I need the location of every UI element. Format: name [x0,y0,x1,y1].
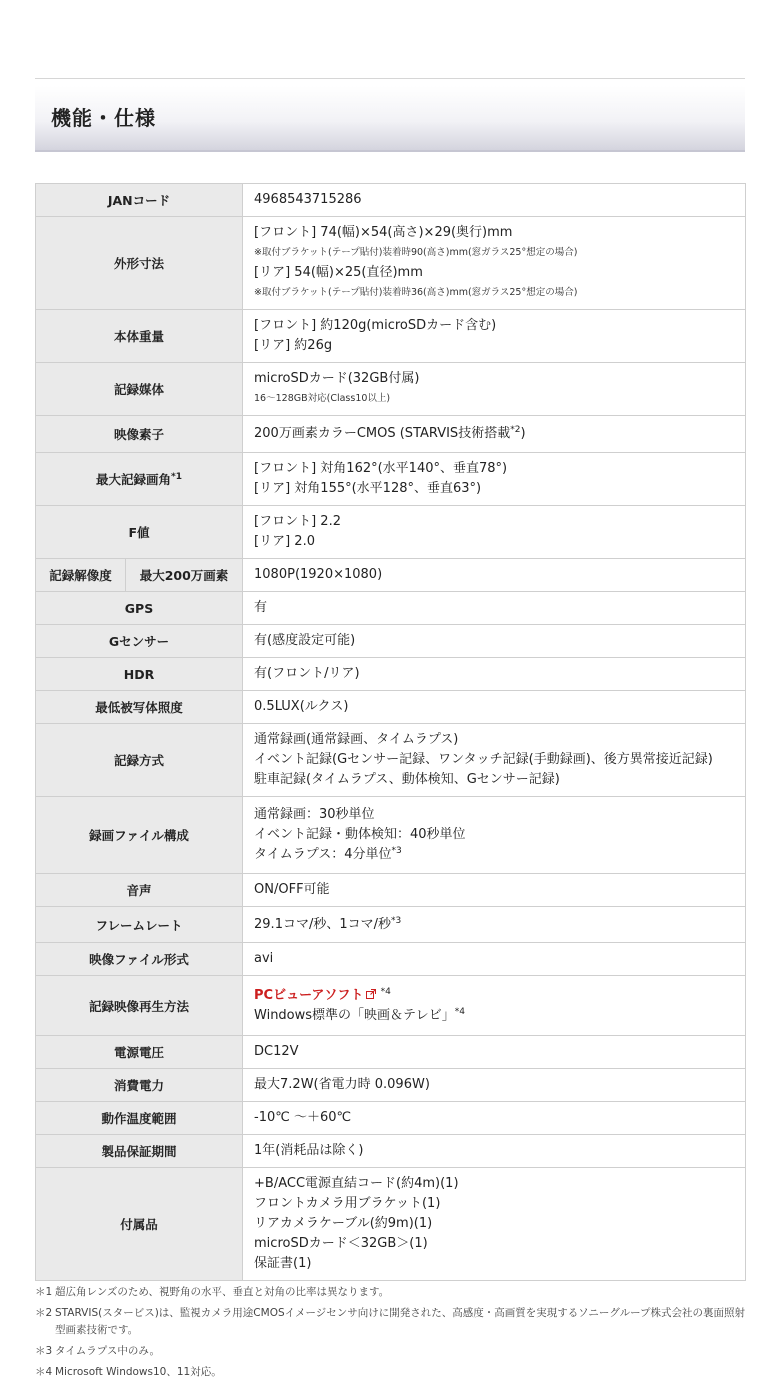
spec-row-power [36,1069,746,1102]
spec-label: 外形寸法 [36,217,243,310]
spec-row-accessories [36,1168,746,1281]
spec-label: GPS [36,592,243,625]
spec-row-illumination [36,691,746,724]
spec-row-recording-mode [36,724,746,797]
spec-value: [フロント] 2.2 [リア] 2.0 [243,506,746,559]
spec-value: 有(感度設定可能) [243,625,746,658]
spec-row-playback [36,976,746,1036]
spec-label: 記録方式 [36,724,243,797]
section-header [35,86,745,152]
spec-label: 録画ファイル構成 [36,797,243,874]
spec-value: avi [243,943,746,976]
spec-row-warranty [36,1135,746,1168]
spec-row-file-format [36,943,746,976]
spec-label: 消費電力 [36,1069,243,1102]
spec-value: DC12V [243,1036,746,1069]
spec-label: 記録解像度 [36,559,126,592]
footnote-ref: *1 [171,472,182,482]
footnotes [35,1284,750,1385]
spec-label: 記録映像再生方法 [36,976,243,1036]
spec-label: 付属品 [36,1168,243,1281]
spec-label: 本体重量 [36,310,243,363]
spec-value: PCビューアソフト $^{*4}$ Windows標準の「映画＆テレビ」$^{*4}$ [243,976,746,1036]
footnote-ref: *3 [391,846,402,856]
footnote: ＊2 STARVIS(スタービス)は、監視カメラ用途CMOSイメージセンサ向けに開発された、高感度・高画質を実現するソニーグループ株式会社の裏面照射型画素技術です。 [35,1307,746,1336]
footnote: ＊1 超広角レンズのため、視野角の水平、垂直と対角の比率は異なります。 [35,1286,390,1298]
spec-row-dimensions [36,217,746,310]
spec-row-hdr [36,658,746,691]
spec-value: 200万画素カラーCMOS (STARVIS技術搭載$^{*2}$) [243,416,746,453]
spec-value: ON/OFF可能 [243,874,746,907]
footnote-ref: *4 [454,1006,466,1017]
footnote: ＊4 Microsoft Windows10、11対応。 [35,1366,222,1378]
spec-value: 有 [243,592,746,625]
spec-label: 最大記録画角$^{*1}$ [36,453,243,506]
footnote-ref: *2 [510,425,521,435]
spec-label: F値 [36,506,243,559]
spec-row-temperature [36,1102,746,1135]
spec-row-audio [36,874,746,907]
spec-label: HDR [36,658,243,691]
spec-row-voltage [36,1036,746,1069]
spec-label: 電源電圧 [36,1036,243,1069]
spec-value: +B/ACC電源直結コード(約4m)(1) フロントカメラ用ブラケット(1) リアカメラケーブル(約9m)(1) microSDカード＜32GB＞(1) 保証書(1) [243,1168,746,1281]
footnote-ref: *4 [380,986,391,997]
spec-label: 最低被写体照度 [36,691,243,724]
spec-row-resolution [36,559,746,592]
spec-value: [フロント] 約120g(microSDカード含む) [リア] 約26g [243,310,746,363]
spec-value: 通常録画：30秒単位 イベント記録・動体検知：40秒単位 タイムラプス：4分単位$^{*3}$ [243,797,746,874]
spec-row-angle [36,453,746,506]
section-title: 機能・仕様 [51,106,156,130]
spec-value: [フロント] 74(幅)×54(高さ)×29(奥行)mm ※取付ブラケット(テープ貼付)装着時90(高さ)mm(窓ガラス25°想定の場合) [リア] 54(幅)×25(直径)mm ※取付ブラケット(テープ貼付)装着時36(高さ)mm(窓ガラス25°想定の場合) [243,217,746,310]
spec-value: 最大7.2W(省電力時 0.096W) [243,1069,746,1102]
spec-row-fvalue [36,506,746,559]
spec-table [35,183,746,1281]
spec-label: 製品保証期間 [36,1135,243,1168]
spec-sublabel: 最大200万画素 [126,559,243,592]
spec-value: 1080P(1920×1080) [243,559,746,592]
top-divider [35,78,745,79]
spec-value: microSDカード(32GB付属) 16～128GB対応(Class10以上) [243,363,746,416]
spec-label: 動作温度範囲 [36,1102,243,1135]
spec-value: 29.1コマ/秒、1コマ/秒$^{*3}$ [243,907,746,943]
spec-value: 通常録画(通常録画、タイムラプス) イベント記録(Gセンサー記録、ワンタッチ記録(手動録画)、後方異常接近記録) 駐車記録(タイムラプス、動体検知、Gセンサー記録) [243,724,746,797]
spec-row-framerate [36,907,746,943]
spec-value: 0.5LUX(ルクス) [243,691,746,724]
spec-value: [フロント] 対角162°(水平140°、垂直78°) [リア] 対角155°(水平128°、垂直63°) [243,453,746,506]
spec-row-weight [36,310,746,363]
spec-row-media [36,363,746,416]
external-link-icon [366,989,376,999]
spec-label: 音声 [36,874,243,907]
spec-label: JANコード [36,184,243,217]
spec-label: 映像ファイル形式 [36,943,243,976]
footnote-ref: *3 [391,915,402,926]
spec-value: 4968543715286 [243,184,746,217]
footnote: ＊3 タイムラプス中のみ。 [35,1345,160,1357]
spec-label: Gセンサー [36,625,243,658]
spec-row-jan [36,184,746,217]
spec-label: 映像素子 [36,416,243,453]
pc-viewer-link[interactable]: PCビューアソフト [254,987,364,1003]
spec-value: -10℃ ～＋60℃ [243,1102,746,1135]
spec-row-file-structure [36,797,746,874]
spec-row-gsensor [36,625,746,658]
spec-label: 記録媒体 [36,363,243,416]
spec-row-sensor [36,416,746,453]
spec-row-gps [36,592,746,625]
spec-value: 有(フロント/リア) [243,658,746,691]
spec-label: フレームレート [36,907,243,943]
spec-value: 1年(消耗品は除く) [243,1135,746,1168]
